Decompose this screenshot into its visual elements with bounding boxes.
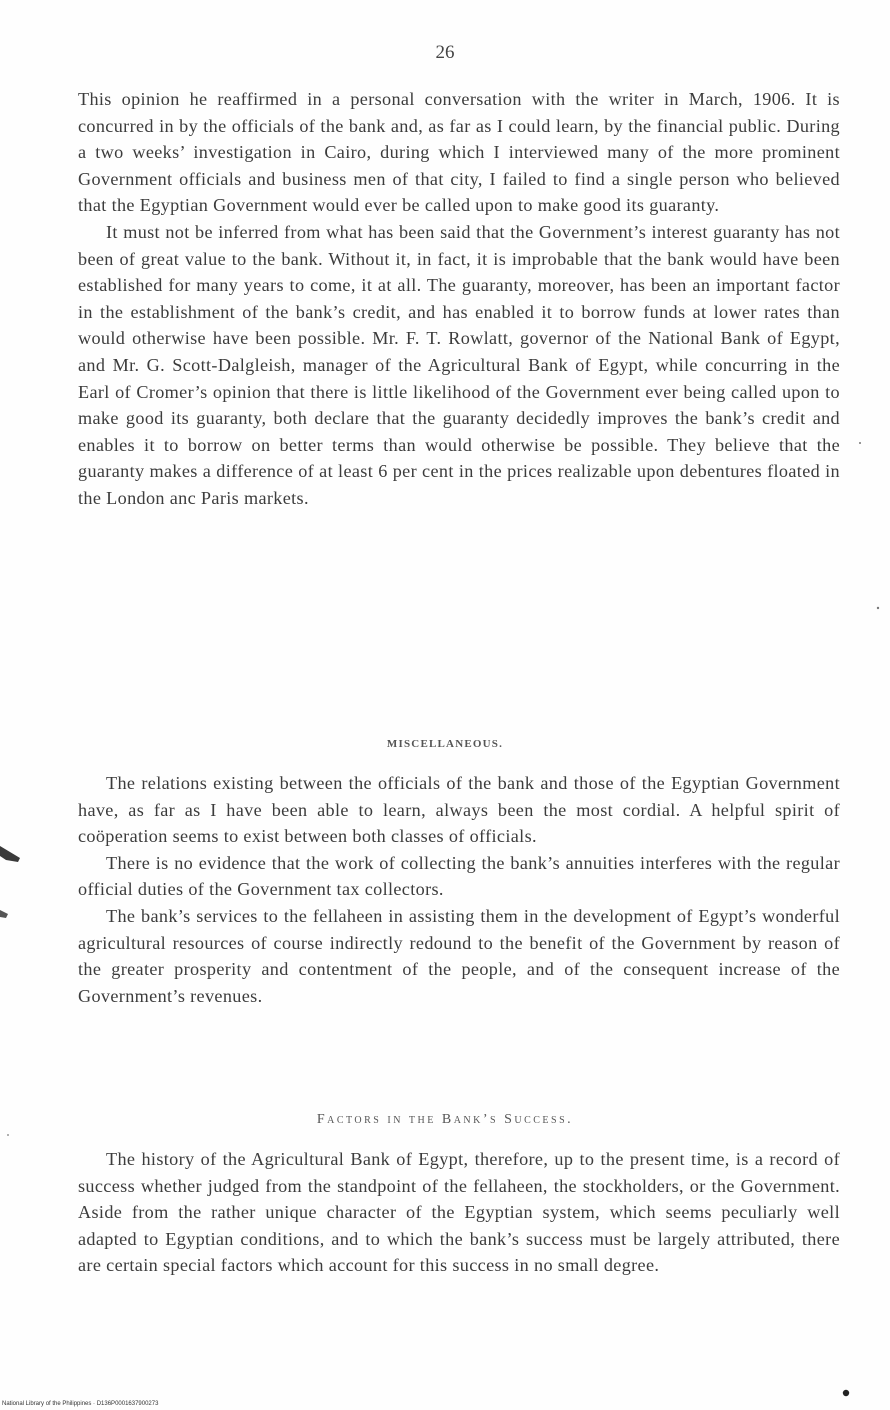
- scan-mark: [0, 846, 20, 862]
- scan-mark: [0, 910, 8, 918]
- paragraph: It must not be inferred from what has been said that the Government’s interest guaranty has not been of great value to the bank. Without it, in fact, it is improbable that the bank would have been established for many years to come, it at all. The guaranty, moreover, has been an important factor in the establishment of the bank’s credit, and has enabled it to borrow funds at lower rates than would otherwise have been possible. Mr. F. T. Rowlatt, governor of the National Bank of Egypt, and Mr. G. Scott-Dalgleish, manager of the Agricultural Bank of Egypt, while concurring in the Earl of Cromer’s opinion that there is little likelihood of the Government ever being called upon to make good its guaranty, both declare that the guaranty decidedly improves the bank’s credit and enables it to borrow on better terms than would otherwise be possible. They believe that the guaranty makes a difference of at least 6 per cent in the prices realizable upon debentures floated in the London anc Paris markets.: [78, 221, 840, 508]
- scan-speck: [843, 1390, 849, 1396]
- paragraph: The relations existing between the officials of the bank and those of the Egyptian Government have, as far as I have been able to learn, always been the most cordial. A helpful spirit of coöperation seems to exist between both classes of officials.: [78, 773, 840, 847]
- paragraph: The bank’s services to the fellaheen in assisting them in the development of Egypt’s wonderful agricultural resources of course indirectly redound to the benefit of the Government by reason of the greater prosperity and contentment of the people, and of the consequent increase of the Government’s revenues.: [78, 905, 840, 1006]
- scan-speck: [859, 442, 861, 444]
- footer-library-id: National Library of the Philippines · D136P0001637900273: [2, 1401, 159, 1407]
- section-heading-factors: Factors in the Bank’s Success.: [316, 1112, 574, 1127]
- section-heading-miscellaneous: MISCELLANEOUS.: [386, 738, 504, 750]
- paragraph: There is no evidence that the work of collecting the bank’s annuities interferes with the regular official duties of the Government tax collectors.: [78, 852, 840, 900]
- paragraph: The history of the Agricultural Bank of Egypt, therefore, up to the present time, is a record of success whether judged from the standpoint of the fellaheen, the stockholders, or the Government. Aside from the rather unique character of the Egyptian system, which seems peculiarly well adapted to Egyptian conditions, and to which the bank’s success must be largely attributed, there are certain special factors which account for this success in no small degree.: [78, 1149, 840, 1276]
- paragraph: This opinion he reaffirmed in a personal conversation with the writer in March, 1906. It is concurred in by the officials of the bank and, as far as I could learn, by the financial public. During a two weeks’ investigation in Cairo, during which I interviewed many of the more prominent Government officials and business men of that city, I failed to find a single person who believed that the Egyptian Government would ever be called upon to make good its guaranty.: [78, 89, 840, 216]
- scan-speck: [7, 1134, 9, 1136]
- scan-speck: [877, 607, 879, 609]
- page-number: 26: [435, 42, 455, 63]
